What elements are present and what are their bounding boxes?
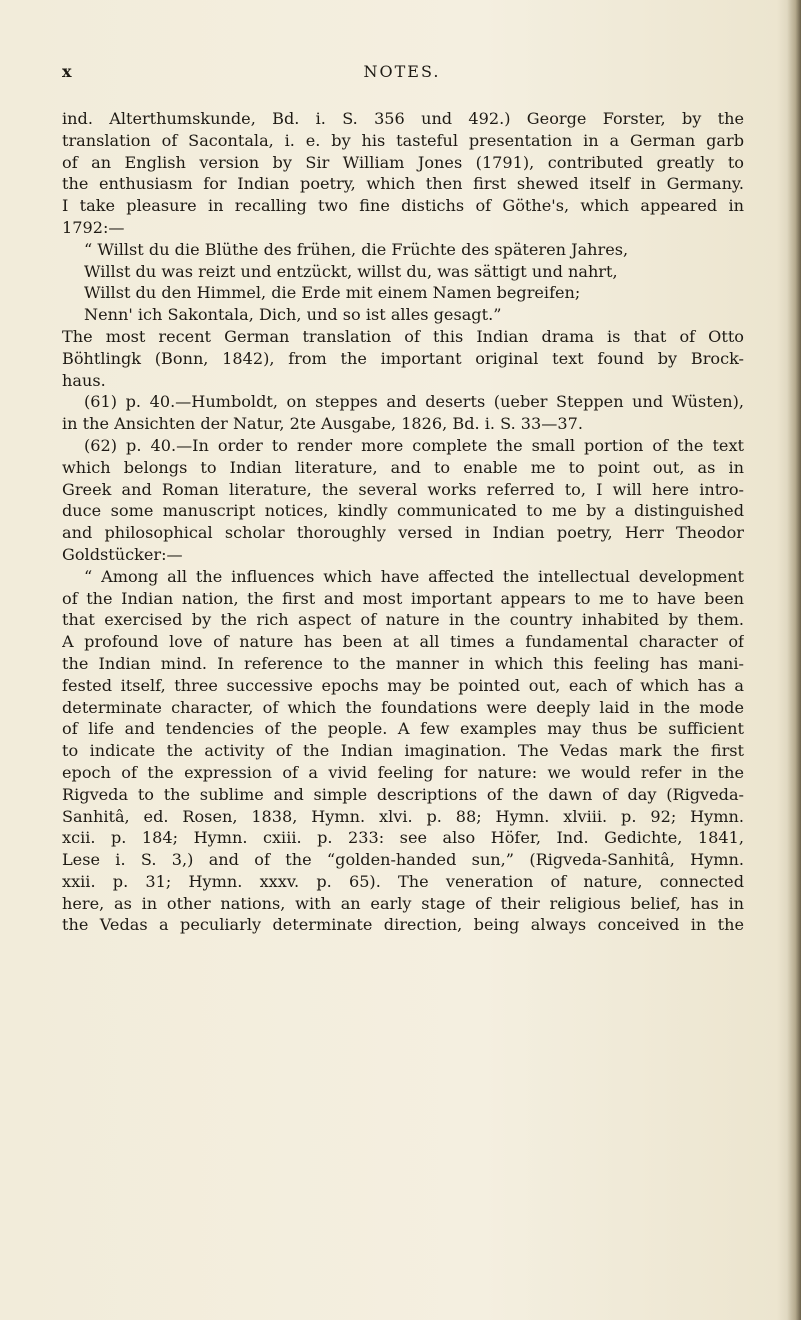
notes-body xyxy=(62,108,744,936)
text-line: 1792:— xyxy=(62,217,125,237)
text-line: Böhtlingk (Bonn, 1842), from the important original text found by Brock- xyxy=(62,348,744,368)
text-line: Lese i. S. 3,) and of the “golden-handed sun,” (Rigveda-Sanhitâ, Hymn. xyxy=(62,850,744,870)
text-line: which belongs to Indian literature, and to enable me to point out, as in xyxy=(62,457,744,477)
text-line: I take pleasure in recalling two fine distichs of Göthe's, which appeared in xyxy=(62,196,744,216)
text-line: and philosophical scholar thoroughly versed in Indian poetry, Herr Theodor xyxy=(62,523,744,543)
text-line: Sanhitâ, ed. Rosen, 1838, Hymn. xlvi. p. 88; Hymn. xlviii. p. 92; Hymn. xyxy=(62,806,744,826)
text-line: haus. xyxy=(62,370,106,390)
text-line: here, as in other nations, with an early stage of their religious belief, has in xyxy=(62,893,744,913)
running-head xyxy=(62,62,742,86)
verse-line: Willst du was reizt und entzückt, willst du, was sättigt und nahrt, xyxy=(84,261,618,281)
text-line: xcii. p. 184; Hymn. cxiii. p. 233: see also Höfer, Ind. Gedichte, 1841, xyxy=(62,828,744,848)
text-line: Greek and Roman literature, the several works referred to, I will here intro- xyxy=(62,479,744,499)
text-line: A profound love of nature has been at all times a fundamental character of xyxy=(62,632,744,652)
text-line: of an English version by Sir William Jones (1791), contributed greatly to xyxy=(62,152,744,172)
text-line: of life and tendencies of the people. A few examples may thus be sufficient xyxy=(62,719,744,739)
text-line: fested itself, three successive epochs may be pointed out, each of which has a xyxy=(62,675,744,695)
quote-line: “ Among all the influences which have affected the intellectual development xyxy=(84,566,744,586)
text-line: epoch of the expression of a vivid feeling for nature: we would refer in the xyxy=(62,762,744,782)
text-line: translation of Sacontala, i. e. by his tasteful presentation in a German garb xyxy=(62,130,744,150)
text-line: the Vedas a peculiarly determinate direction, being always conceived in the xyxy=(62,915,744,935)
page-number: x xyxy=(62,62,74,81)
note-62-line: (62) p. 40.—In order to render more complete the small portion of the text xyxy=(84,435,744,455)
text-line: ind. Alterthumskunde, Bd. i. S. 356 und 492.) George Forster, by the xyxy=(62,109,744,128)
text-line: that exercised by the rich aspect of nature in the country inhabited by them. xyxy=(62,610,744,630)
note-61-line: (61) p. 40.—Humboldt, on steppes and deserts (ueber Steppen und Wüsten), xyxy=(84,392,744,412)
running-title: NOTES. xyxy=(363,62,441,81)
text-line: Goldstücker:— xyxy=(62,544,183,564)
text-line: the enthusiasm for Indian poetry, which then first shewed itself in Germany. xyxy=(62,174,744,194)
text-line: to indicate the activity of the Indian imagination. The Vedas mark the first xyxy=(62,741,744,761)
verse-line: Willst du den Himmel, die Erde mit einem Namen begreifen; xyxy=(84,283,581,303)
page-edge-shadow xyxy=(787,0,801,1320)
text-line: of the Indian nation, the first and most important appears to me to have been xyxy=(62,588,744,608)
text-line: the Indian mind. In reference to the manner in which this feeling has mani- xyxy=(62,653,744,673)
text-line: Rigveda to the sublime and simple descriptions of the dawn of day (Rigveda- xyxy=(62,784,744,804)
text-line: in the Ansichten der Natur, 2te Ausgabe, 1826, Bd. i. S. 33—37. xyxy=(62,414,583,434)
text-line: The most recent German translation of this Indian drama is that of Otto xyxy=(62,326,744,346)
text-line: xxii. p. 31; Hymn. xxxv. p. 65). The veneration of nature, connected xyxy=(62,871,744,891)
verse-line: “ Willst du die Blüthe des frühen, die Früchte des späteren Jahres, xyxy=(84,239,629,259)
text-line: determinate character, of which the foundations were deeply laid in the mode xyxy=(62,697,744,717)
verse-line: Nenn' ich Sakontala, Dich, und so ist alles gesagt.” xyxy=(84,305,502,325)
text-line: duce some manuscript notices, kindly communicated to me by a distinguished xyxy=(62,501,744,521)
